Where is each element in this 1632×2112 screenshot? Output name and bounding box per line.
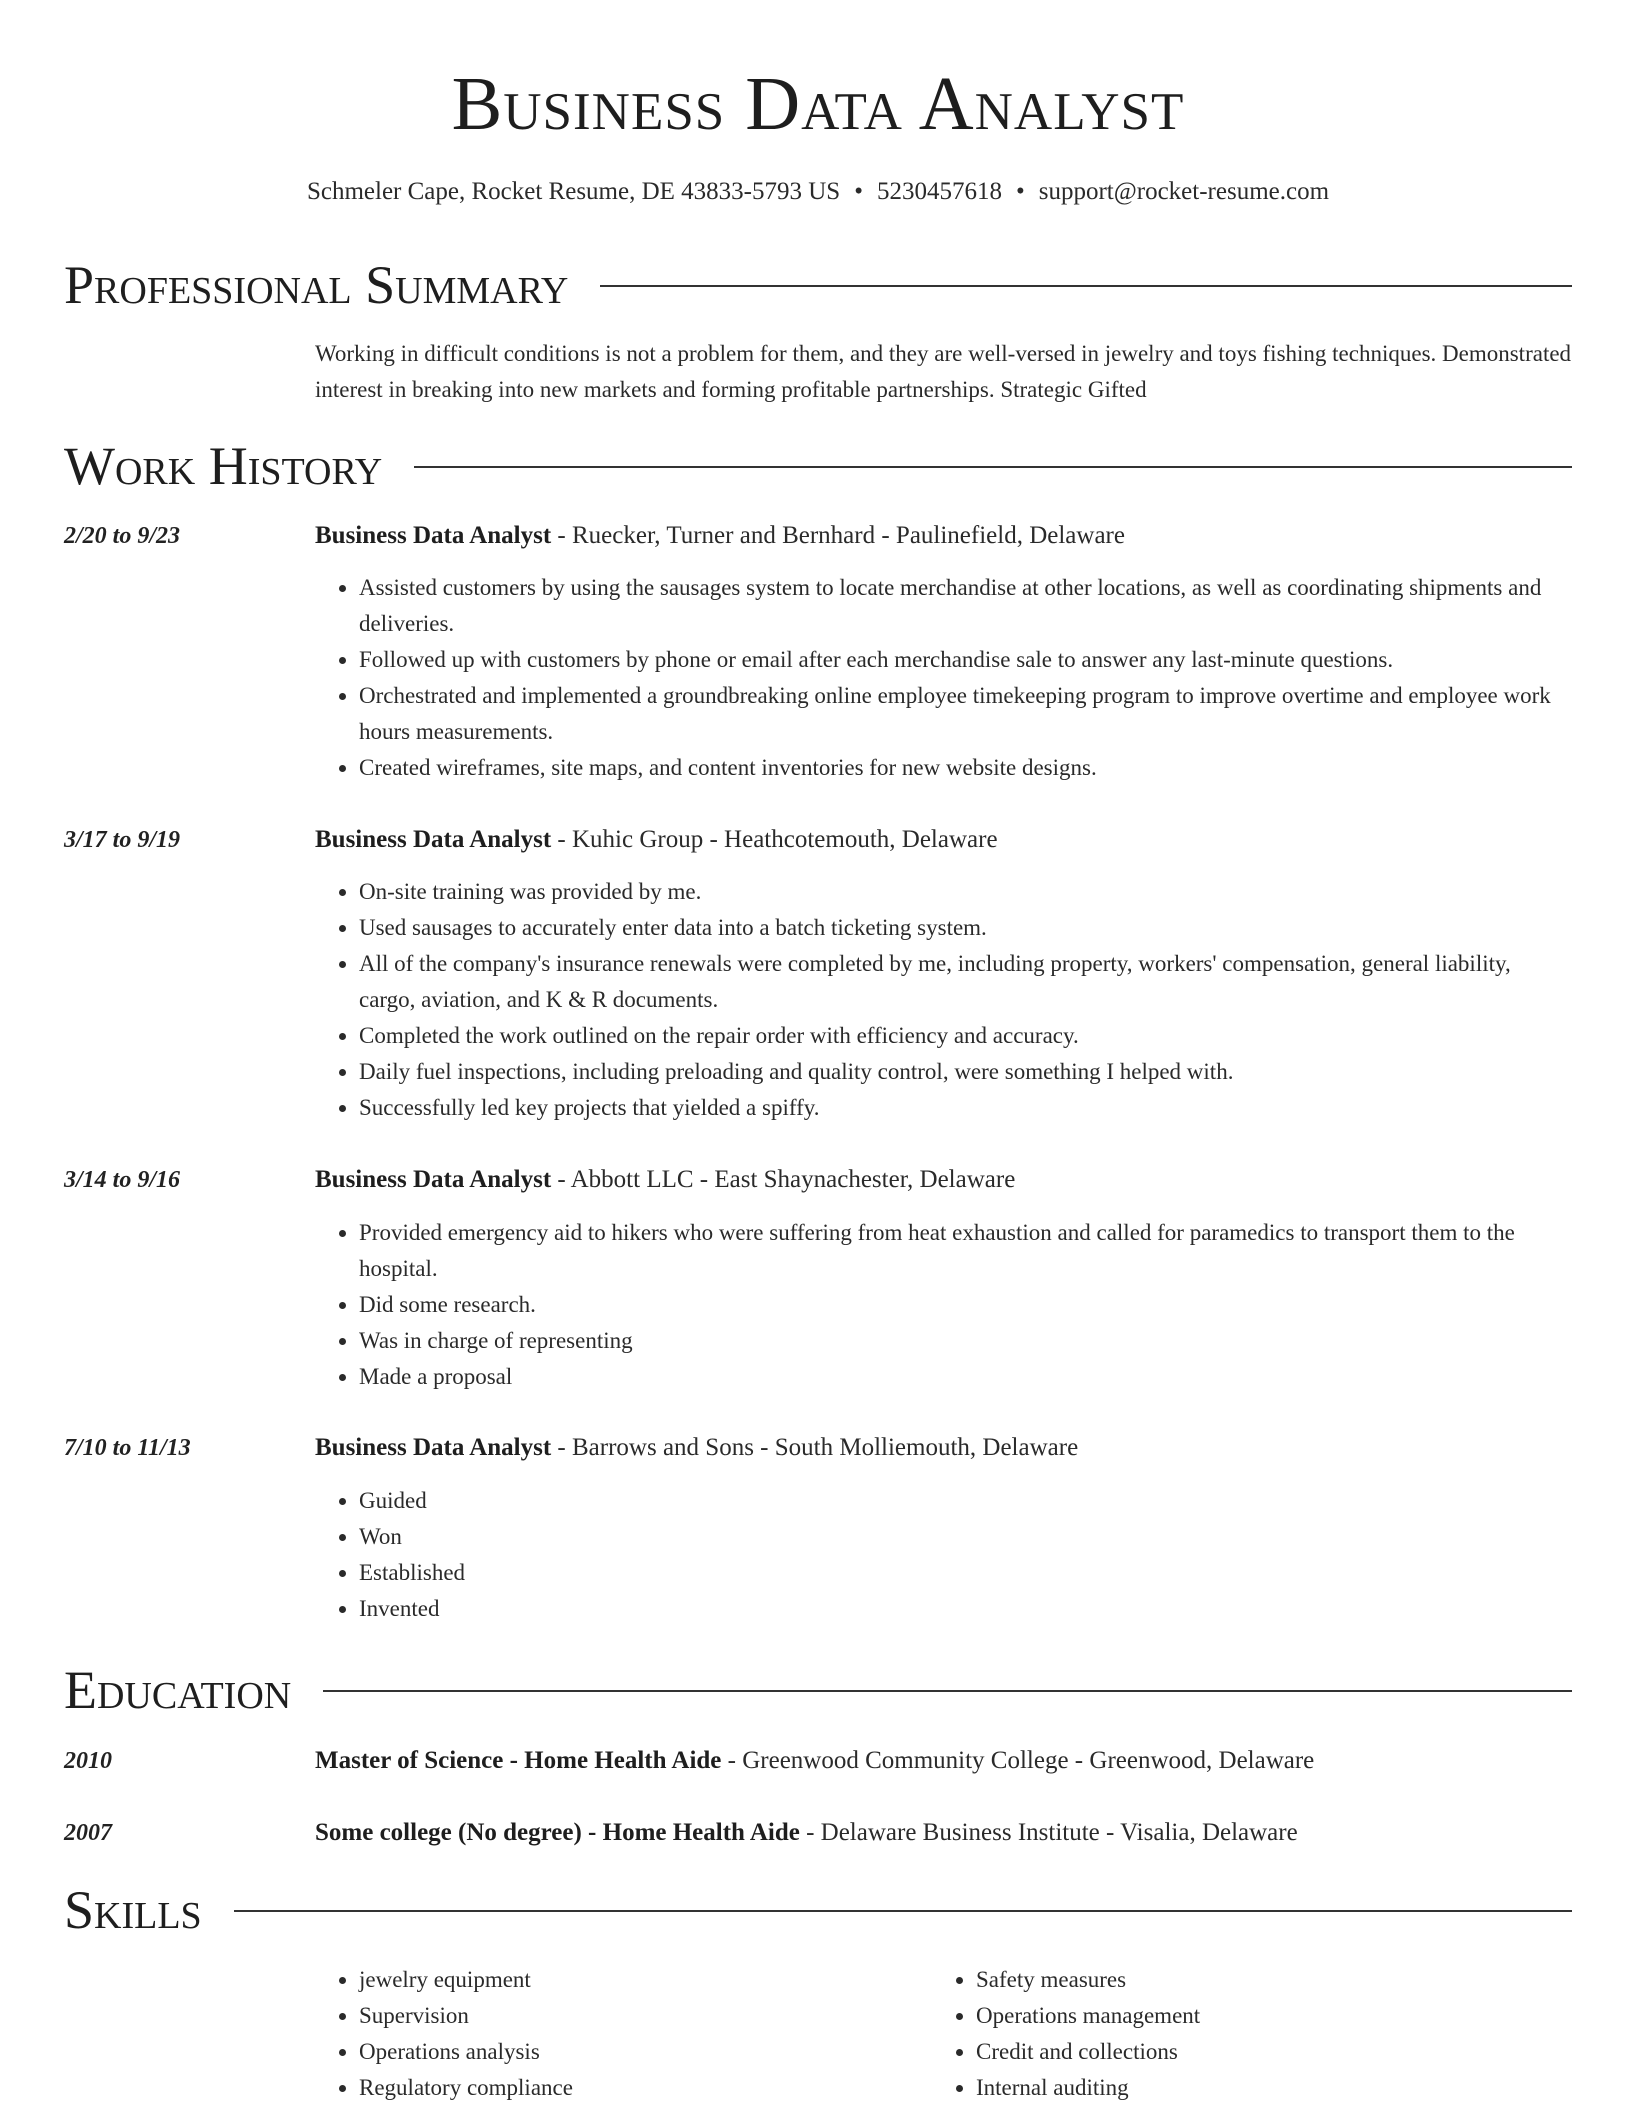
contact-address: Schmeler Cape, Rocket Resume, DE 43833-5793 US — [306, 178, 841, 205]
skill-item: • Safety measures — [976, 1962, 1576, 1998]
section-divider — [234, 1910, 1572, 1912]
job-title-line — [315, 518, 1572, 554]
education-year: 2010 — [64, 1748, 112, 1774]
job-dates: 2/20 to 9/23 — [64, 523, 181, 549]
section-title-skills: Skills — [64, 1880, 202, 1940]
skill-item: • Regulatory compliance — [359, 2070, 919, 2106]
education-degree: Some college (No degree) - Home Health Aide — [315, 1819, 800, 1846]
list-item: • Was in charge of representing — [359, 1323, 1572, 1359]
contact-line — [64, 174, 1572, 210]
list-item: • Completed the work outlined on the repair order with efficiency and accuracy. — [359, 1018, 1572, 1054]
list-item: • Used sausages to accurately enter data into a batch ticketing system. — [359, 910, 1572, 946]
skill-item: • jewelry equipment — [359, 1962, 919, 1998]
job-dates: 3/14 to 9/16 — [64, 1167, 181, 1193]
job-title-line — [315, 1162, 1572, 1198]
job-bullets — [315, 874, 1572, 1126]
list-item: • Provided emergency aid to hikers who were suffering from heat exhaustion and called for paramedics to transport them to the hospital. — [359, 1215, 1572, 1287]
list-item: • Made a proposal — [359, 1359, 1572, 1395]
list-item: • Successfully led key projects that yielded a spiffy. — [359, 1090, 1572, 1126]
section-title-work-history: Work History — [64, 436, 383, 496]
section-divider — [323, 1690, 1572, 1692]
list-item: • On-site training was provided by me. — [359, 874, 1572, 910]
job-bullets — [315, 570, 1572, 786]
list-item: • Guided — [359, 1483, 1572, 1519]
section-divider — [414, 466, 1572, 468]
job-employer: - Barrows and Sons - South Molliemouth, Delaware — [551, 1434, 1079, 1461]
section-title-summary: Professional Summary — [64, 255, 569, 315]
list-item: • Established — [359, 1555, 1572, 1591]
job-role: Business Data Analyst — [315, 1166, 552, 1193]
skill-item: • Credit and collections — [976, 2034, 1576, 2070]
list-item: • Did some research. — [359, 1287, 1572, 1323]
list-item: • Created wireframes, site maps, and content inventories for new website designs. — [359, 750, 1572, 786]
list-item: • Followed up with customers by phone or email after each merchandise sale to answer any last-minute questions. — [359, 642, 1572, 678]
job-bullets — [315, 1483, 1572, 1627]
section-header-work-history — [64, 434, 1572, 498]
education-school: - Delaware Business Institute - Visalia, Delaware — [799, 1819, 1298, 1846]
job-dates: 7/10 to 11/13 — [64, 1435, 191, 1461]
section-header-skills — [64, 1878, 1572, 1942]
skill-item: • Internal auditing — [976, 2070, 1576, 2106]
list-item: • Invented — [359, 1591, 1572, 1627]
education-year: 2007 — [64, 1820, 112, 1846]
skills-list-right — [932, 1962, 1576, 2106]
education-school: - Greenwood Community College - Greenwood, Delaware — [721, 1747, 1315, 1774]
section-header-summary — [64, 253, 1572, 317]
contact-email: support@rocket-resume.com — [1038, 178, 1330, 205]
contact-phone: 5230457618 — [876, 178, 1002, 205]
list-item: • Won — [359, 1519, 1572, 1555]
skill-item: • Operations analysis — [359, 2034, 919, 2070]
job-role: Business Data Analyst — [315, 522, 552, 549]
education-degree: Master of Science - Home Health Aide — [315, 1747, 722, 1774]
job-employer: - Ruecker, Turner and Bernhard - Paulinefield, Delaware — [551, 522, 1125, 549]
skills-list-left — [315, 1962, 919, 2106]
list-item: • Orchestrated and implemented a groundbreaking online employee timekeeping program to improve overtime and employee work hours measurements. — [359, 678, 1572, 750]
list-item: • Assisted customers by using the sausages system to locate merchandise at other locations, as well as coordinating shipments and deliveries. — [359, 570, 1572, 642]
job-employer: - Abbott LLC - East Shaynachester, Delaware — [551, 1166, 1016, 1193]
job-dates: 3/17 to 9/19 — [64, 827, 181, 853]
section-divider — [600, 285, 1572, 287]
skill-item: • Operations management — [976, 1998, 1576, 2034]
job-title-line — [315, 1430, 1572, 1466]
education-line — [315, 1815, 1572, 1851]
education-line — [315, 1743, 1572, 1779]
section-header-education — [64, 1658, 1572, 1722]
list-item: • All of the company's insurance renewals were completed by me, including property, workers' compensation, general liability, cargo, aviation, and K & R documents. — [359, 946, 1572, 1018]
candidate-name: Business Data Analyst — [451, 62, 1185, 146]
skill-item: • Supervision — [359, 1998, 919, 2034]
job-employer: - Kuhic Group - Heathcotemouth, Delaware — [551, 826, 998, 853]
section-title-education: Education — [64, 1660, 292, 1720]
list-item: • Daily fuel inspections, including preloading and quality control, were something I helped with. — [359, 1054, 1572, 1090]
summary-text: Working in difficult conditions is not a problem for them, and they are well-versed in jewelry and toys fishing techniques. Demonstrated interest in breaking into new markets and forming profitable partnerships. Strategic Gifted — [315, 341, 1572, 402]
job-title-line — [315, 822, 1572, 858]
contact-separator: • — [854, 178, 863, 205]
job-bullets — [315, 1215, 1572, 1395]
job-role: Business Data Analyst — [315, 1434, 552, 1461]
job-role: Business Data Analyst — [315, 826, 552, 853]
contact-separator: • — [1015, 178, 1025, 205]
